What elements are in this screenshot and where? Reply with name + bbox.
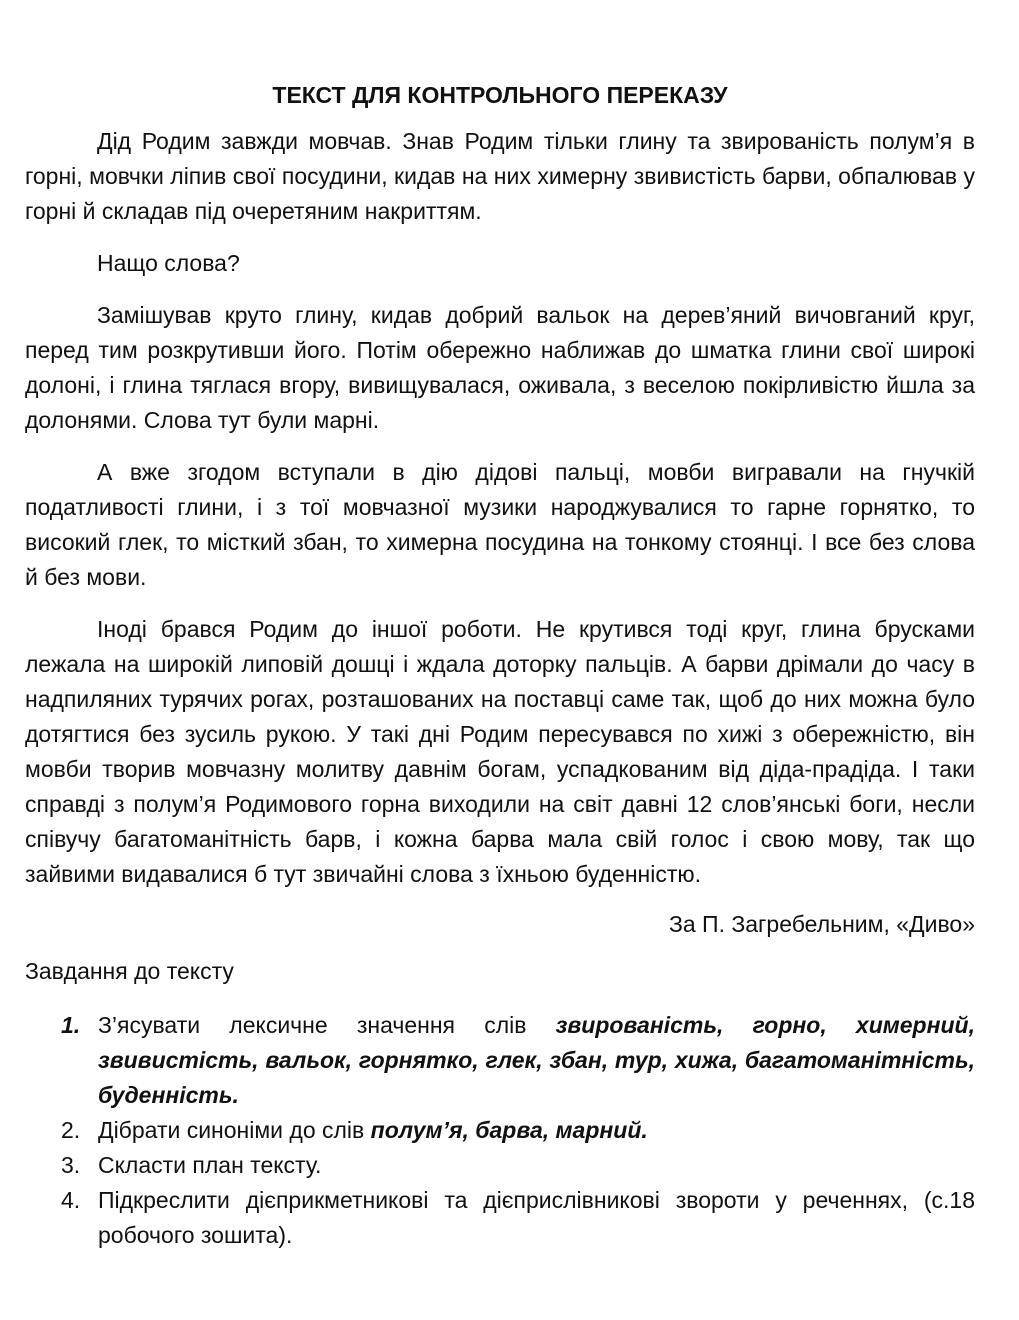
paragraph-5: Іноді брався Родим до іншої роботи. Не крутився тоді круг, глина брусками лежала на широкій липовій дошці і ждала доторку пальців. А барви дрімали до часу в надпиляних турячих рогах, розташованих на поставці саме так, щоб до них можна було дотягтися без зусиль рукою. У такі дні Родим пересувався по хижі з обережністю, він мовби творив мовчазну молитву давнім богам, успадкованим від діда-прадіда. І таки справді з полум’я Родимового горна виходили на світ давні 12 слов’янські боги, несли співучу багатоманітність барв, і кожна барва мала свій голос і свою мову, так що зайвими видавалися б тут звичайні слова з їхньою буденністю.: [25, 616, 975, 887]
document-page: [25, 78, 975, 1253]
task-number: 4.: [61, 1187, 81, 1213]
task-emphasis: полум’я, барва, марний.: [370, 1117, 648, 1143]
task-item-3: [25, 1148, 975, 1183]
task-item-4: [25, 1183, 975, 1253]
paragraph-2: Нащо слова?: [97, 250, 240, 276]
task-text: З’ясувати лексичне значення слів: [98, 1012, 556, 1038]
task-text: Підкреслити дієприкметникові та дієприслівникові звороти у реченнях, (с.18 робочого зошита).: [98, 1187, 975, 1248]
task-text: Скласти план тексту.: [98, 1152, 322, 1178]
task-list: [25, 1008, 975, 1253]
page-title: ТЕКСТ ДЛЯ КОНТРОЛЬНОГО ПЕРЕКАЗУ: [272, 82, 728, 108]
tasks-heading: Завдання до тексту: [25, 958, 234, 984]
task-number: 2.: [61, 1117, 81, 1143]
task-text: Дібрати синоніми до слів: [98, 1117, 371, 1143]
paragraph-1: Дід Родим завжди мовчав. Знав Родим тільки глину та звированість полум’я в горні, мовчки ліпив свої посудини, кидав на них химерну звивистість барви, обпалював у горні й складав під очеретяним накриттям.: [25, 128, 975, 224]
task-number: 3.: [61, 1152, 81, 1178]
task-number: 1.: [61, 1012, 81, 1038]
task-item-1: [25, 1008, 975, 1113]
paragraph-4: А вже згодом вступали в дію дідові пальці, мовби вигравали на гнучкій податливості глини, і з тої мовчазної музики народжувалися то гарне горнятко, то високий глек, то місткий збан, то химерна посудина на тонкому стоянці. І все без слова й без мови.: [25, 459, 975, 590]
paragraph-3: Замішував круто глину, кидав добрий вальок на дерев’яний вичовганий круг, перед тим розкрутивши його. Потім обережно наближав до шматка глини свої широкі долоні, і глина тяглася вгору, вивищувалася, оживала, з веселою покірливістю йшла за долонями. Слова тут були марні.: [25, 302, 975, 433]
task-item-2: [25, 1113, 975, 1148]
task-emphasis: звированість, горно, химерний, звивистість, вальок, горнятко, глек, збан, тур, хижа, багатоманітність, буденність.: [98, 1012, 975, 1108]
source-attribution: За П. Загребельним, «Диво»: [668, 911, 975, 937]
